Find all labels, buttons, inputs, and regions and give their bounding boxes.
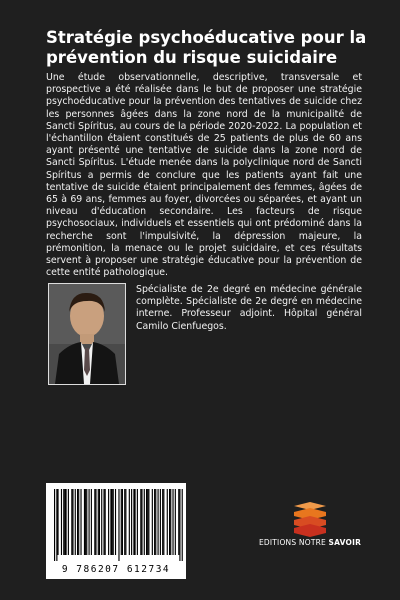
barcode-bar	[122, 489, 123, 555]
barcode-bar	[118, 489, 119, 561]
barcode-bar	[86, 489, 87, 555]
barcode-bar	[152, 489, 153, 555]
barcode-bar	[84, 489, 85, 555]
barcode-bar	[175, 489, 176, 555]
barcode-bar	[154, 489, 155, 555]
barcode-bar	[131, 489, 132, 555]
barcode-bar	[163, 489, 164, 555]
barcode-bar	[110, 489, 111, 555]
barcode-bar	[158, 489, 159, 555]
barcode-bar	[169, 489, 170, 555]
publisher-logo	[250, 498, 370, 558]
barcode-bar	[179, 489, 180, 561]
barcode-bar	[71, 489, 72, 555]
barcode-bar	[135, 489, 136, 555]
book-summary: Une étude observationnelle, descriptive, transversale et prospective a été réalisée dans le but de proposer une stratégie psychoéducative pour la prévention des tentatives de suicide chez les personnes âgées dans la zone nord de la municipalité de Sancti Spíritus, au cours de la période 2020-2022. La population et l'échantillon étaient constitués de 25 patients de plus de 60 ans ayant présenté une tentative de suicide dans la zone nord de Sancti Spíritus. L'étude menée dans la polyclinique nord de Sancti Spíritus a permis de conclure que les patients ayant fait une tentative de suicide étaient principalement des femmes, âgées de 65 à 69 ans, femmes au foyer, divorcées ou séparées, et ayant un niveau d'éducation secondaire. Les facteurs de risque psychosociaux, individuels et essentiels qui ont prédominé dans la recherche sont l'impulsivité, la dépression majeure, la prémonition, la menace ou le projet suicidaire, et ces résultats servent à proposer une stratégie éducative pour la prévention de cette entité pathologique.	[46, 72, 362, 279]
barcode-bar	[137, 489, 138, 555]
barcode-bar	[178, 489, 179, 555]
barcode-bar	[124, 489, 125, 555]
barcode-bar	[115, 489, 116, 555]
barcode-bar	[89, 489, 90, 555]
barcode-bar	[140, 489, 141, 555]
barcode-bar	[75, 489, 76, 555]
barcode-bar	[78, 489, 79, 555]
barcode-bar	[148, 489, 149, 555]
barcode-bar	[54, 489, 55, 561]
barcode-bar	[146, 489, 147, 555]
stacked-books-logo-icon	[250, 498, 370, 538]
barcode-bar	[167, 489, 168, 555]
barcode-bar	[144, 489, 145, 555]
barcode-bar	[77, 489, 78, 555]
barcode-bar	[57, 489, 58, 555]
barcode-bar	[101, 489, 102, 555]
barcode-bar	[94, 489, 95, 555]
barcode-bar	[172, 489, 173, 555]
barcode-bar	[91, 489, 92, 555]
barcode-bar	[133, 489, 134, 555]
barcode-bar	[141, 489, 142, 555]
barcode-bar	[95, 489, 96, 555]
barcode-bar	[170, 489, 171, 555]
barcode-bar	[155, 489, 156, 555]
publisher-name: EDITIONS NOTRE SAVOIR	[258, 538, 362, 547]
barcode-bar	[98, 489, 99, 555]
barcode-bar	[112, 489, 113, 555]
book-title: Stratégie psychoéducative pour la prévention du risque suicidaire	[46, 28, 367, 67]
barcode-bar	[63, 489, 64, 555]
barcode-bar	[162, 489, 163, 555]
barcode-bar	[113, 489, 114, 555]
barcode-bar	[108, 489, 109, 555]
barcode-bar	[121, 489, 122, 555]
barcode-bar	[72, 489, 73, 555]
author-photo	[48, 283, 126, 385]
barcode-bar	[56, 489, 57, 561]
barcode-bar	[80, 489, 81, 555]
barcode-bar	[105, 489, 106, 555]
barcode-bar	[64, 489, 65, 555]
barcode-bar	[61, 489, 62, 555]
barcode-bar	[125, 489, 126, 555]
barcode-bar	[129, 489, 130, 555]
barcode-bar	[182, 489, 183, 561]
barcode-bar	[103, 489, 104, 555]
barcode-bar	[85, 489, 86, 555]
barcode-bar	[99, 489, 100, 555]
isbn-barcode	[46, 483, 186, 579]
barcode-bar	[68, 489, 69, 555]
author-bio: Spécialiste de 2e degré en médecine générale complète. Spécialiste de 2e degré en médecine interne. Professeur adjoint. Hôpital général Camilo Cienfuegos.	[136, 284, 362, 332]
barcode-bar	[147, 489, 148, 555]
barcode-bar	[66, 489, 67, 555]
barcode-bar	[160, 489, 161, 555]
isbn-number: 9 786207 612734	[61, 564, 171, 575]
